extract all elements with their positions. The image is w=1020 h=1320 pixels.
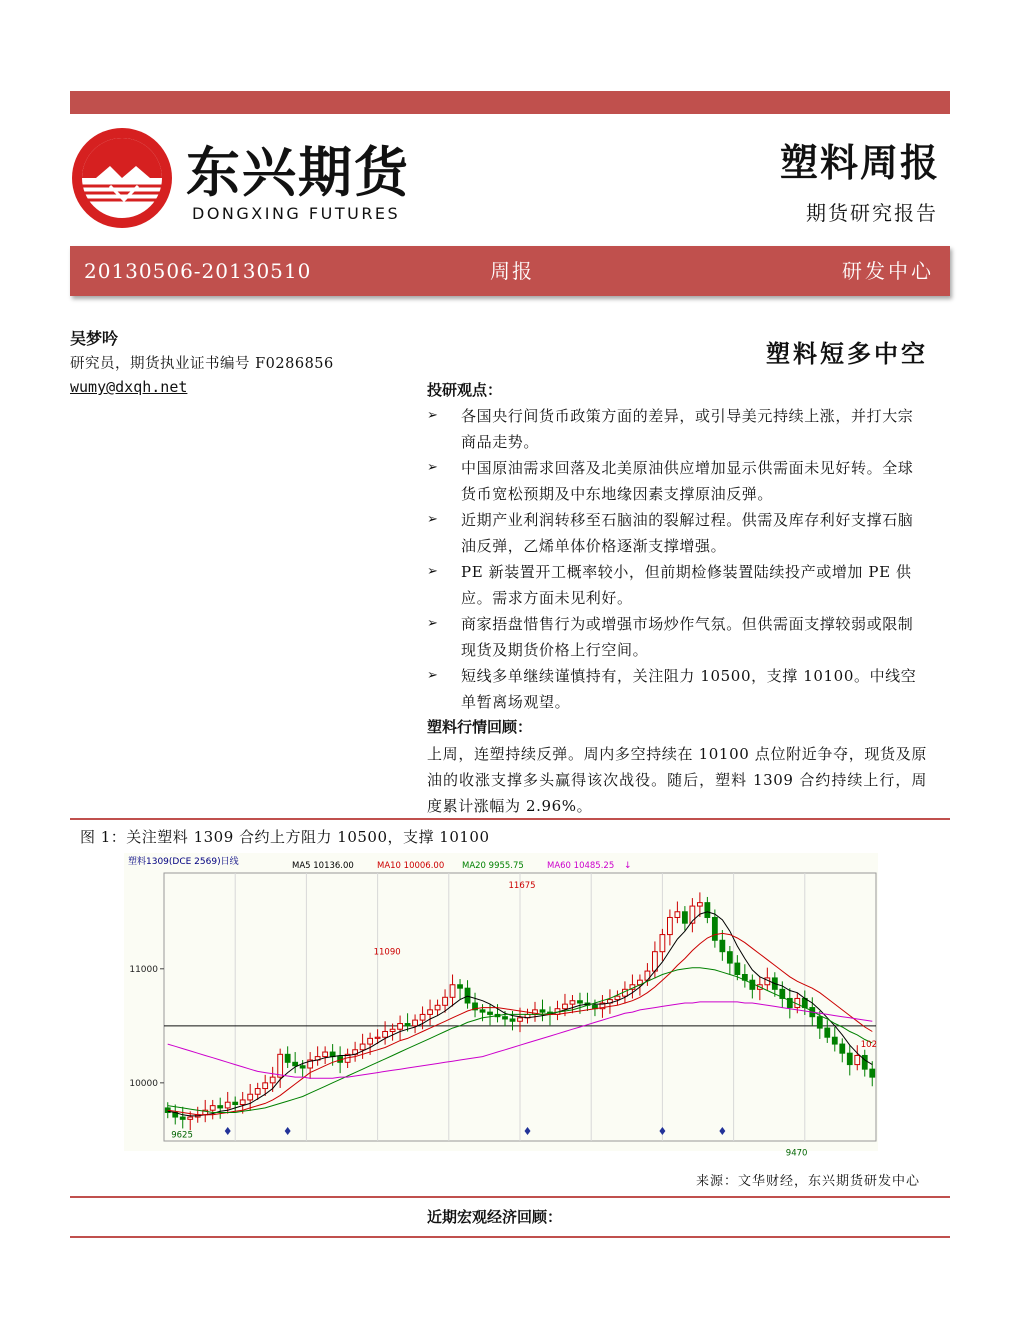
candle-body [405,1024,410,1026]
candle-body [870,1069,875,1077]
legend-entry: MA20 9955.75 [462,861,524,871]
y-tick-label: 11000 [129,964,158,975]
views-list-item-text: 商家捂盘惜售行为或增强市场炒作气氛。但供需面支撑较弱或限制现货及期货价格上行空间。 [461,615,914,659]
author-name: 吴梦吟 [70,329,119,348]
arrow-bullet-icon: ➢ [427,564,439,579]
candle-body [240,1100,245,1105]
candle-body [705,903,710,918]
report-subtitle: 期货研究报告 [806,201,938,225]
candle-body [855,1055,860,1064]
candle-body [450,985,455,998]
candle-body [825,1028,830,1037]
review-heading: 塑料行情回顾： [427,718,533,736]
candle-body [233,1102,238,1104]
views-list-item-text: 近期产业利润转移至石脑油的裂解过程。供需及库存利好支撑石脑油反弹，乙烯单体价格逐渐支撑增强。 [461,511,914,555]
arrow-bullet-icon: ➢ [427,616,439,631]
candle-body [443,997,448,1005]
event-marker-icon [225,1127,231,1135]
author-email-link[interactable]: wumy@dxqh.net [70,378,188,396]
report-date-range: 20130506-20130510 [84,259,312,283]
candle-body [218,1106,223,1108]
views-heading: 投研观点： [427,381,503,399]
arrow-bullet-icon: ➢ [427,408,439,423]
candle-body [615,996,620,999]
candle-body [323,1052,328,1057]
candle-body [682,912,687,923]
candle-body [518,1018,523,1021]
candle-body [225,1102,230,1108]
arrow-bullet-icon: ➢ [427,460,439,475]
price-annotation: 9625 [171,1130,193,1141]
candle-body [653,952,658,971]
candle-body [540,1010,545,1012]
candle-body [413,1020,418,1026]
candle-body [840,1044,845,1053]
views-list-item-text: 短线多单继续谨慎持有，关注阻力 10500，支撑 10100。中线空单暂离场观望。 [461,667,917,711]
candle-body [697,903,702,906]
candle-body [383,1032,388,1038]
divider-line [70,1196,950,1198]
candle-body [278,1054,283,1077]
price-annotation: 9470 [785,1148,808,1159]
views-list [427,403,927,715]
candle-body [570,1001,575,1004]
candle-body [210,1106,215,1111]
report-department: 研发中心 [842,259,934,283]
legend-entry: MA60 10485.25 [547,861,615,871]
brand-name-cn: 东兴期货 [186,141,410,204]
views-list-item [427,559,927,611]
figure-caption: 图 1：关注塑料 1309 合约上方阻力 10500，支撑 10100 [80,828,490,846]
candle-body [420,1014,425,1020]
candle-body [255,1089,260,1095]
candle-body [458,985,463,988]
candle-body [727,952,732,963]
arrow-bullet-icon: ➢ [427,668,439,683]
views-list-item [427,611,927,663]
candle-body [480,1010,485,1012]
brand-name-en: DONGXING FUTURES [192,204,401,223]
views-list-item [427,507,927,559]
divider-line [70,818,950,820]
header-accent-bar [70,91,950,114]
views-list-item [427,663,927,715]
price-annotation: 11675 [508,880,536,891]
y-tick-label: 10000 [129,1078,158,1089]
views-list-item-text: 各国央行间货币政策方面的差异，或引导美元持续上涨，并打大宗商品走势。 [461,407,914,451]
candle-body [720,940,725,951]
candle-body [735,963,740,974]
candle-body [465,988,470,1003]
candle-body [188,1117,193,1119]
candle-body [563,1004,568,1009]
dongxing-logo-icon [70,126,174,230]
report-type: 周报 [490,259,534,283]
candle-body [248,1094,253,1100]
candle-body [293,1062,298,1065]
candle-body [488,1012,493,1014]
event-marker-icon [524,1127,530,1135]
report-info-bar [70,246,950,296]
price-chart [124,853,878,1159]
candle-body [817,1017,822,1028]
candle-body [510,1019,515,1021]
legend-entry: MA10 10006.00 [377,861,445,871]
views-list-item-text: 中国原油需求回落及北美原油供应增加显示供需面未见好转。全球货币宽松预期及中东地缘因素支撑原油反弹。 [461,459,914,503]
candle-body [375,1037,380,1038]
candle-body [862,1055,867,1069]
candle-body [435,1005,440,1010]
candle-body [847,1053,852,1064]
candle-body [270,1077,275,1083]
candle-body [667,917,672,934]
candle-body [712,917,717,940]
report-headline: 塑料短多中空 [766,339,928,368]
candle-body [300,1066,305,1068]
candle-body [360,1044,365,1050]
event-marker-icon [719,1127,725,1135]
candle-body [503,1017,508,1019]
price-annotation: 11090 [373,947,401,958]
chart-title: 塑料1309(DCE 2569)日线 [128,857,239,867]
candle-body [578,1001,583,1003]
views-list-item [427,403,927,455]
candle-body [428,1010,433,1015]
candle-body [368,1038,373,1044]
macro-heading: 近期宏观经济回顾： [427,1208,563,1226]
candle-body [263,1083,268,1089]
event-marker-icon [659,1127,665,1135]
report-title: 塑料周报 [779,140,940,185]
event-marker-icon [285,1127,291,1135]
candle-body [390,1029,395,1031]
review-text: 上周，连塑持续反弹。周内多空持续在 10100 点位附近争夺，现货及原油的收涨支撑多头赢得该次战役。随后，塑料 1309 合约持续上行，周度累计涨幅为 2.96%。 [427,745,927,815]
figure-source: 来源：文华财经，东兴期货研发中心 [695,1174,920,1189]
divider-line [70,1236,950,1238]
views-list-item-text: PE 新装置开工概率较小，但前期检修装置陆续投产或增加 PE 供应。需求方面未见利好。 [461,563,912,607]
arrow-bullet-icon: ➢ [427,512,439,527]
candle-body [660,935,665,952]
candle-body [285,1054,290,1062]
views-list-item [427,455,927,507]
author-title: 研究员，期货执业证书编号 F0286856 [70,356,334,372]
candle-body [832,1037,837,1044]
candle-body [398,1024,403,1030]
price-annotation: 102 [860,1039,877,1050]
legend-entry: MA5 10136.00 [292,861,354,871]
legend-arrow-icon: ↓ [624,861,632,871]
candle-body [675,912,680,918]
candle-body [180,1117,185,1119]
